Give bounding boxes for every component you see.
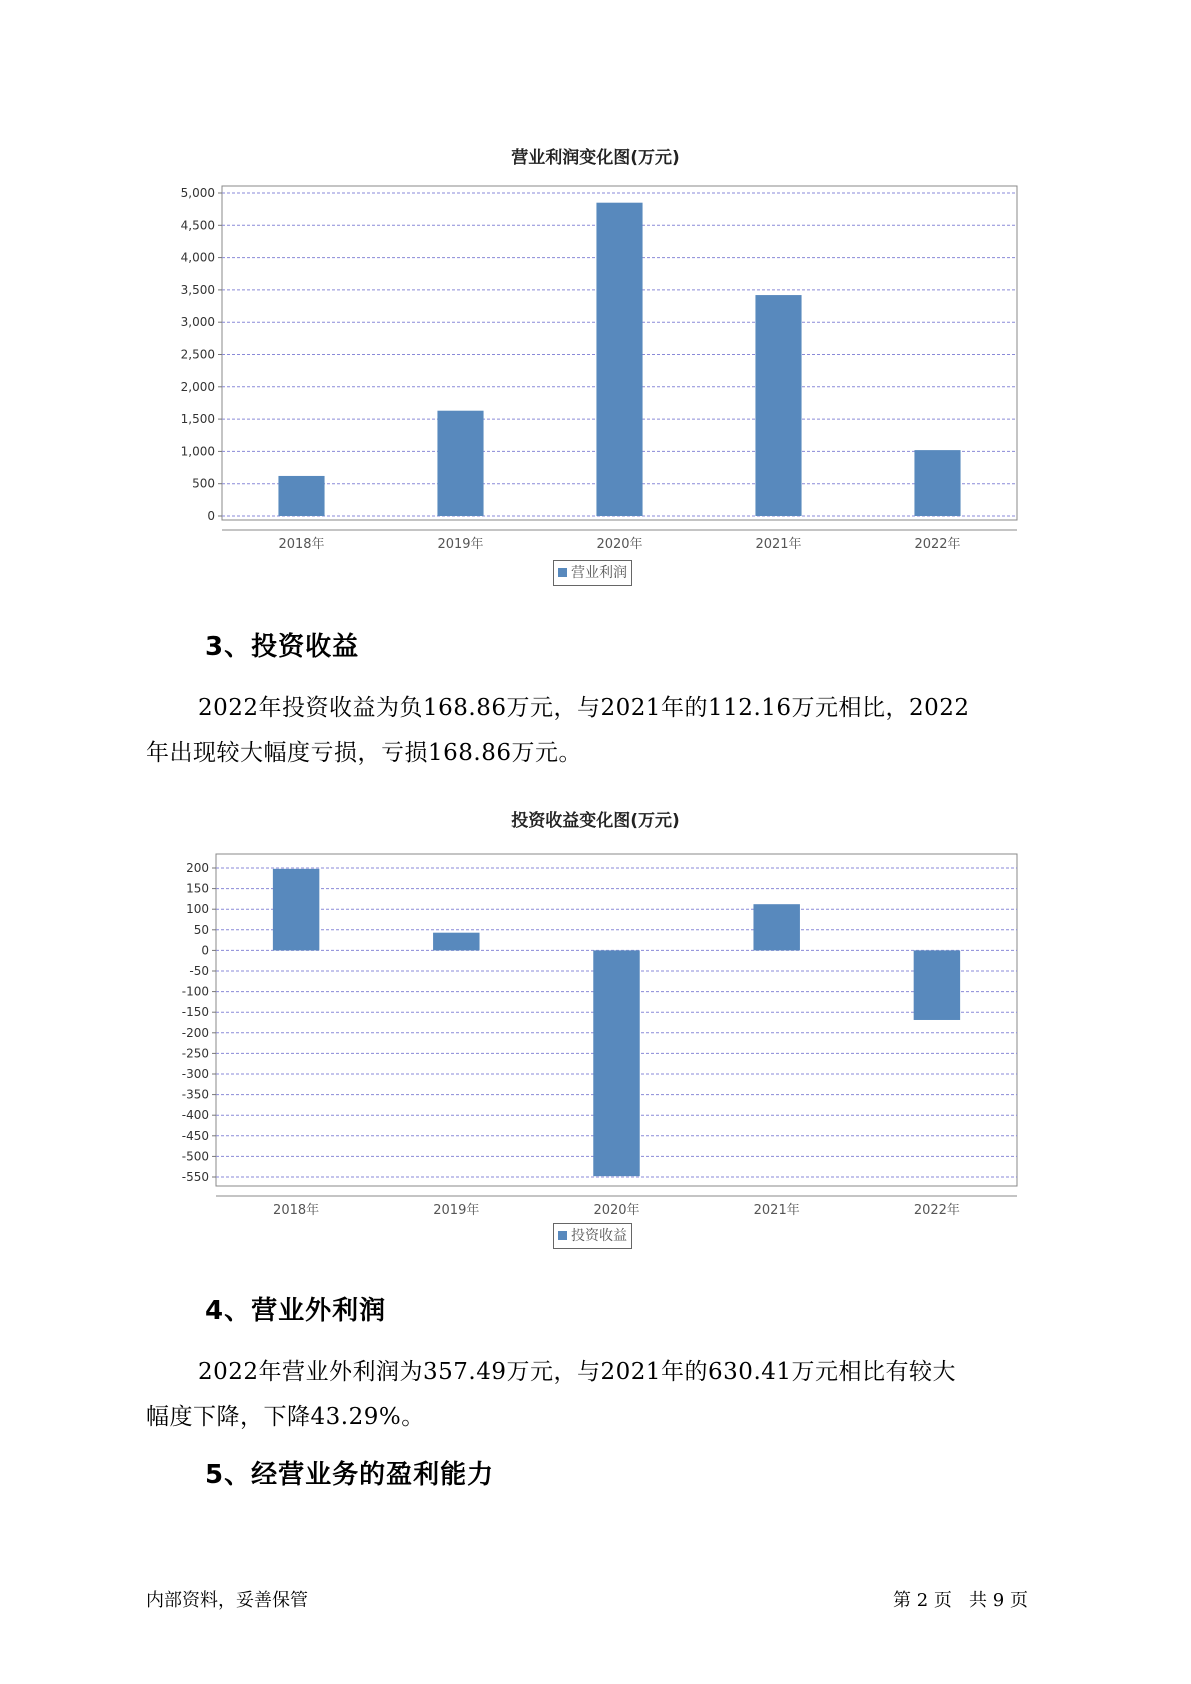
section3-line1: 2022年投资收益为负168.86万元，与2021年的112.16万元相比，2022 (198, 695, 970, 721)
bar (433, 933, 479, 951)
section3-paragraph (146, 686, 1046, 776)
y-tick-label: 1,500 (180, 412, 215, 427)
section3-line2: 年出现较大幅度亏损，亏损168.86万元。 (146, 740, 582, 766)
bar (753, 904, 799, 950)
bar (755, 295, 801, 516)
chart1-legend-label: 营业利润 (571, 565, 627, 581)
x-category-label: 2019年 (437, 537, 484, 552)
footer-page-number: 第 2 页 共 9 页 (893, 1590, 1028, 1611)
y-tick-label: -550 (181, 1170, 209, 1184)
y-tick-label: 200 (186, 861, 209, 875)
x-category-label: 2019年 (433, 1203, 480, 1218)
y-tick-label: -500 (181, 1149, 209, 1164)
section3-heading: 3、投资收益 (205, 632, 360, 662)
bar (914, 450, 960, 516)
y-tick-label: -50 (189, 964, 209, 978)
investment-income-chart (0, 840, 1191, 1240)
x-category-label: 2018年 (278, 537, 325, 552)
y-tick-label: 0 (201, 943, 209, 958)
y-tick-label: 2,000 (180, 379, 215, 394)
y-tick-label: -350 (181, 1087, 209, 1102)
bar (596, 203, 642, 516)
x-category-label: 2022年 (914, 537, 961, 552)
y-tick-label: 0 (207, 509, 215, 523)
y-tick-label: 4,000 (180, 250, 215, 265)
section4-line2: 幅度下降，下降43.29%。 (146, 1404, 425, 1430)
operating-profit-chart (0, 170, 1191, 590)
section4-heading: 4、营业外利润 (205, 1296, 387, 1326)
y-tick-label: 2,500 (180, 347, 215, 362)
legend-swatch (558, 1231, 567, 1240)
x-category-label: 2020年 (593, 1203, 640, 1218)
y-tick-label: -100 (181, 984, 209, 999)
y-tick-label: 50 (193, 922, 209, 937)
y-tick-label: -150 (181, 1005, 209, 1020)
bar (273, 869, 319, 951)
y-tick-label: 3,500 (180, 282, 215, 297)
y-tick-label: -250 (181, 1046, 209, 1061)
bar (593, 950, 639, 1176)
footer-confidential: 内部资料，妥善保管 (146, 1590, 308, 1611)
y-tick-label: -300 (181, 1067, 209, 1081)
chart1-title: 营业利润变化图(万元) (511, 148, 680, 168)
y-tick-label: 100 (186, 902, 209, 917)
y-tick-label: 500 (192, 476, 215, 491)
section4-line1: 2022年营业外利润为357.49万元，与2021年的630.41万元相比有较大 (198, 1359, 957, 1385)
chart2-title: 投资收益变化图(万元) (511, 811, 680, 831)
bar (437, 411, 483, 516)
y-tick-label: -400 (181, 1108, 209, 1123)
chart2-legend (553, 1223, 632, 1249)
x-category-label: 2020年 (596, 537, 643, 552)
legend-swatch (558, 568, 567, 577)
x-category-label: 2021年 (755, 537, 802, 552)
section5-heading: 5、经营业务的盈利能力 (205, 1460, 495, 1490)
section4-paragraph (146, 1350, 1046, 1440)
bar (914, 950, 960, 1020)
x-category-label: 2018年 (273, 1203, 320, 1218)
chart1-legend (553, 560, 632, 586)
y-tick-label: 3,000 (180, 315, 215, 330)
x-category-label: 2022年 (913, 1203, 960, 1218)
y-tick-label: 5,000 (180, 186, 215, 200)
y-tick-label: -200 (181, 1025, 209, 1040)
y-tick-label: 4,500 (180, 218, 215, 233)
chart2-legend-label: 投资收益 (571, 1228, 627, 1244)
x-category-label: 2021年 (753, 1203, 800, 1218)
y-tick-label: 150 (186, 881, 209, 896)
y-tick-label: 1,000 (180, 444, 215, 459)
bar (278, 476, 324, 516)
y-tick-label: -450 (181, 1128, 209, 1143)
